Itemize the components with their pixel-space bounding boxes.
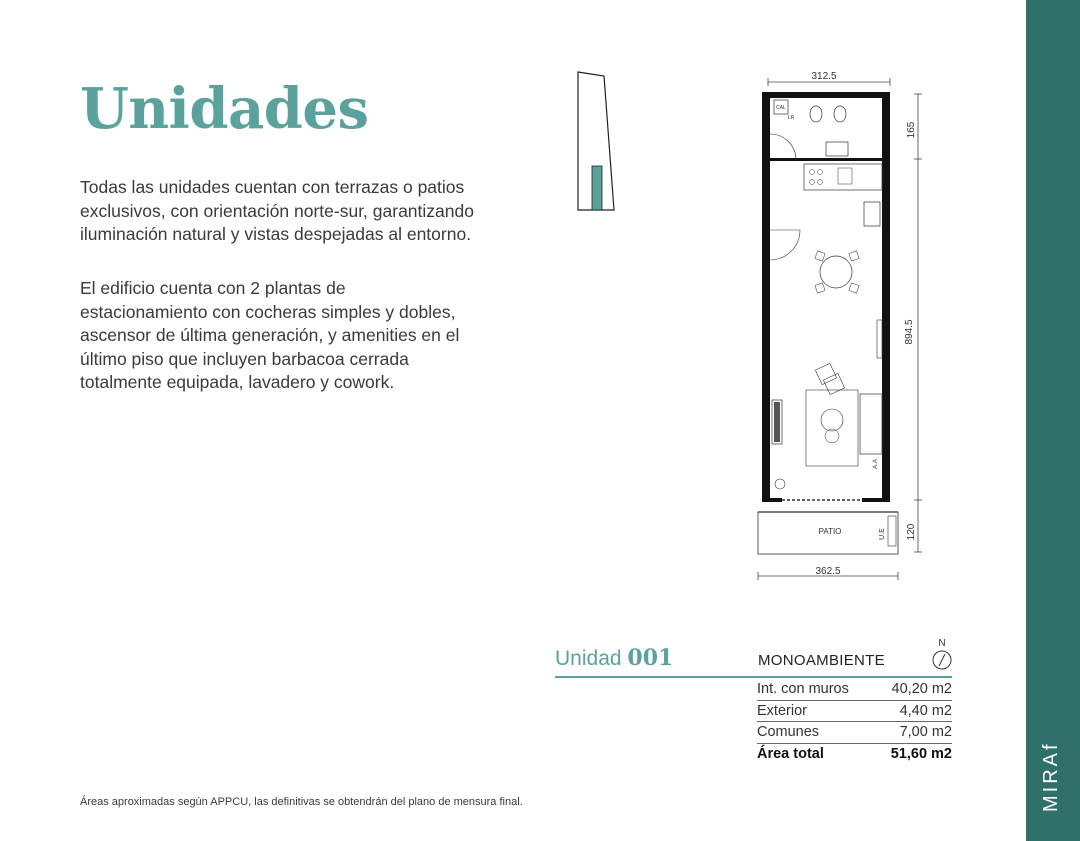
area-label: Área total (757, 745, 824, 762)
sofa (860, 394, 882, 454)
area-value: 7,00 m2 (899, 724, 952, 740)
building-paragraph: El edificio cuenta con 2 plantas de estacionamiento con cocheras simples y dobles, ascensor de última generación, y amenities en el último piso que incluyen barbacoa cerrada totalmente equipada, lavadero y cowork. (80, 278, 460, 392)
dim-right-bottom-label: 120 (906, 523, 917, 541)
armchair (815, 363, 836, 384)
page-title: Unidades (80, 76, 369, 142)
label-patio: PATIO (818, 527, 842, 536)
rug (806, 390, 858, 466)
wall-top (762, 92, 890, 98)
dining-table (820, 256, 852, 288)
intro-paragraph: Todas las unidades cuentan con terrazas o patios exclusivos, con orientación norte-sur, garantizando iluminación natural y vistas despejadas al entorno. (80, 177, 474, 244)
unit-number: 001 (627, 645, 674, 671)
areas-table (757, 679, 952, 764)
area-row-total (757, 744, 952, 765)
area-label: Exterior (757, 702, 807, 719)
floor-plan-diagram (752, 64, 928, 584)
dim-bottom-label: 362.5 (815, 566, 841, 577)
bathroom-door (770, 134, 796, 160)
area-label: Int. con muros (757, 681, 849, 697)
unit-highlight (592, 166, 602, 210)
plant (775, 479, 785, 489)
area-value: 4,40 m2 (899, 702, 952, 719)
brand-logo: MIRAf (1040, 741, 1062, 812)
north-arrow-icon (930, 636, 954, 672)
area-value: 40,20 m2 (891, 681, 952, 697)
entry-door (770, 230, 800, 260)
north-label: N (938, 638, 946, 649)
bidet (834, 106, 846, 122)
wall-bottom (762, 498, 782, 502)
label-aa: A.A (873, 459, 879, 469)
toilet (810, 106, 822, 122)
footnote: Áreas aproximadas según APPCU, las definitivas se obtendrán del plano de mensura final. (80, 796, 523, 808)
dim-right-top-label: 165 (906, 121, 917, 139)
label-ue: U.E (879, 528, 886, 540)
area-row (757, 679, 952, 701)
fridge (864, 202, 880, 226)
wall-left (762, 92, 770, 502)
coffee-table (821, 409, 843, 431)
label-cal: CAL (776, 105, 786, 111)
area-row (757, 701, 952, 723)
unit-divider (555, 676, 952, 678)
unit-heading (555, 645, 673, 671)
wall-unit (877, 320, 882, 358)
unit-type: MONOAMBIENTE (758, 652, 885, 669)
ac-unit (888, 516, 896, 546)
dim-right-mid-label: 894.5 (904, 319, 915, 345)
brand-sidebar (1026, 0, 1080, 841)
sink (826, 142, 848, 156)
key-plan-diagram (576, 70, 616, 216)
area-row (757, 722, 952, 744)
wall-right (882, 92, 890, 502)
label-lr: LR (787, 115, 795, 121)
wall-bathroom (770, 158, 882, 161)
unit-prefix: Unidad (555, 647, 622, 670)
dim-top-label: 312.5 (811, 71, 837, 82)
area-value: 51,60 m2 (890, 745, 952, 762)
area-label: Comunes (757, 724, 820, 740)
